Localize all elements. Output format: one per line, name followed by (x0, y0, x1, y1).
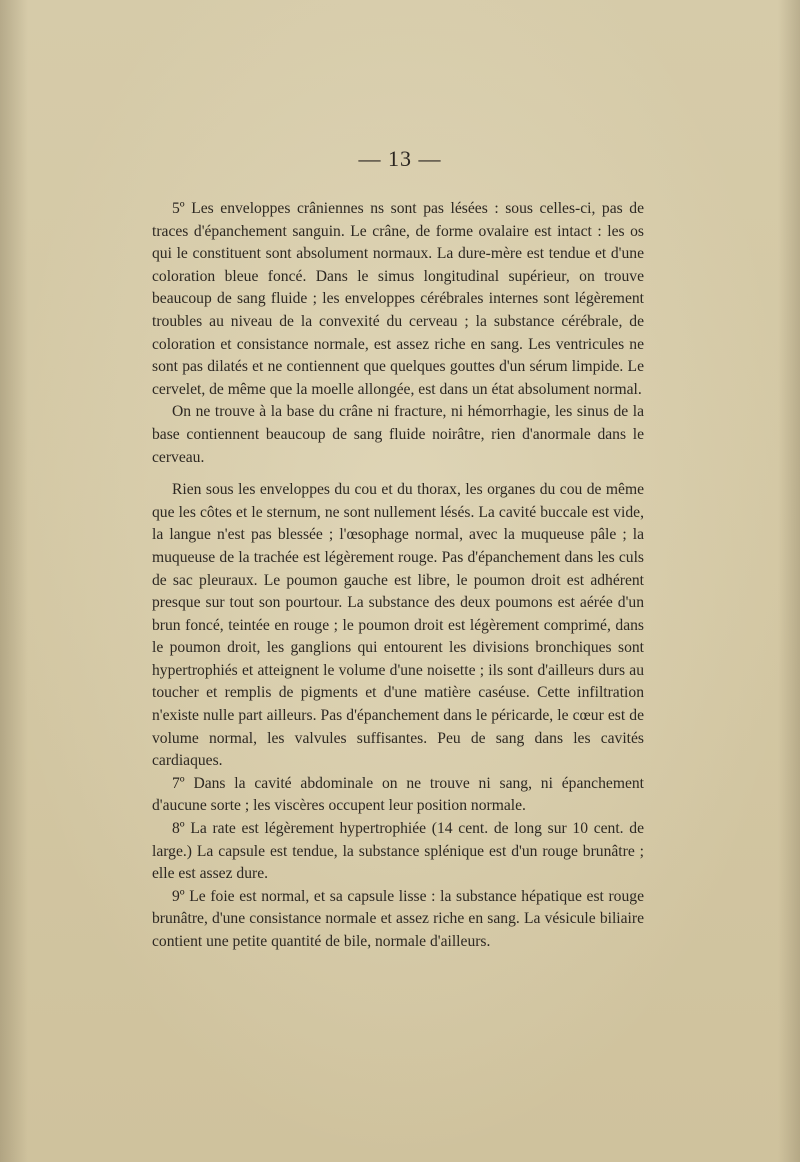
paragraph-neck-thorax: Rien sous les enveloppes du cou et du thorax, les organes du cou de même que les côtes et le sternum, ne sont nullement lésés. La cavité buccale est vide, la langue n'est pas blessée ; l'œsophage normal, avec la muqueuse pâle ; la muqueuse de la trachée est légèrement rouge. Pas d'épanchement dans les culs de sac pleuraux. Le poumon gauche est libre, le poumon droit est adhérent presque sur tout son pourtour. La substance des deux poumons est aérée d'un brun foncé, teintée en rouge ; le poumon droit est légèrement comprimé, dans le poumon droit, les ganglions qui entourent les divisions bronchiques sont hypertrophiés et atteignent le volume d'une noisette ; ils sont d'ailleurs durs au toucher et remplis de pigments et d'une matière caséuse. Cette infiltration n'existe nulle part ailleurs. Pas d'épanchement dans le péricarde, le cœur est de volume normal, les valvules suffisantes. Peu de sang dans les cavités cardiaques. (152, 481, 644, 770)
paragraph-7-abdominal-cavity: 7º Dans la cavité abdominale on ne trouve ni sang, ni épanchement d'aucune sorte ; les viscères occupent leur position normale. (152, 774, 644, 815)
body-text (152, 198, 644, 954)
paragraph-8-spleen: 8º La rate est légèrement hypertrophiée (14 cent. de long sur 10 cent. de large.) La capsule est tendue, la substance splénique est d'un rouge brunâtre ; elle est assez dure. (152, 820, 644, 883)
paragraph-5-cranial-envelopes: 5º Les enveloppes crâniennes ns sont pas lésées : sous celles-ci, pas de traces d'épanchement sanguin. Le crâne, de forme ovalaire est intact : les os qui le constituent sont absolument normaux. La dure-mère est tendue et d'une coloration bleue foncé. Dans le simus longitudinal supérieur, on trouve beaucoup de sang fluide ; les enveloppes cérébrales internes sont légèrement troubles au niveau de la convexité du cerveau ; la substance cérébrale, de coloration et consistance normale, est assez riche en sang. Les ventricules ne sont pas dilatés et ne contiennent que quelques gouttes d'un sérum limpide. Le cervelet, de même que la moelle allongée, est dans un état absolument normal. (152, 200, 644, 398)
paragraph-skull-base: On ne trouve à la base du crâne ni fracture, ni hémorrhagie, les sinus de la base contiennent beaucoup de sang fluide noirâtre, rien d'anormale dans le cerveau. (152, 403, 644, 466)
page-edge-shadow-left (0, 0, 28, 1162)
paragraph-9-liver: 9º Le foie est normal, et sa capsule lisse : la substance hépatique est rouge brunâtre, d'une consistance normale et assez riche en sang. La vésicule biliaire contient une petite quantité de bile, normale d'ailleurs. (152, 887, 644, 950)
page-number: — 13 — (358, 146, 442, 171)
page-edge-shadow-right (778, 0, 800, 1162)
